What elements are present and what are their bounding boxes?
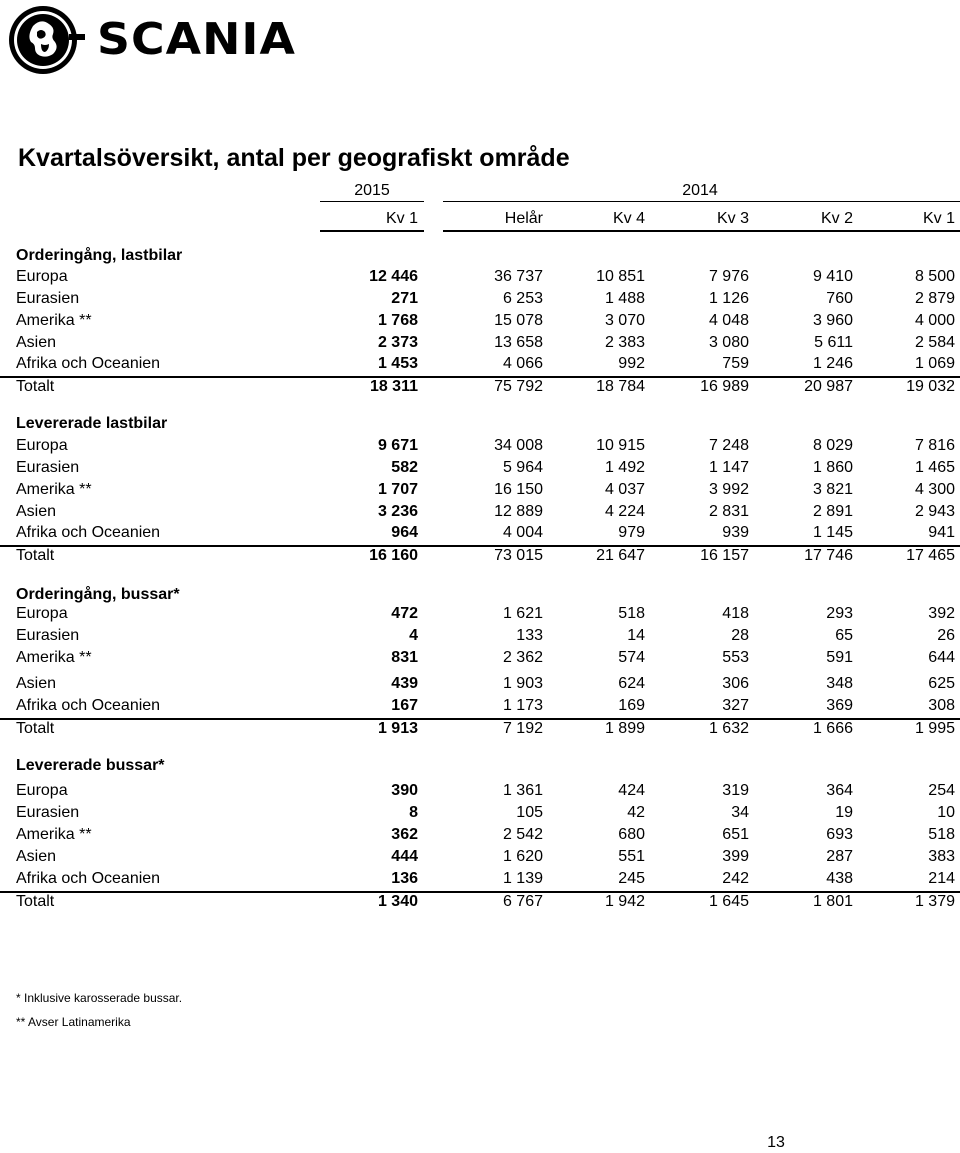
value-cell-2014: 759 bbox=[722, 355, 749, 372]
value-cell-2014: 939 bbox=[722, 524, 749, 541]
value-cell-2014: 9 410 bbox=[812, 268, 853, 285]
page-number: 13 bbox=[767, 1134, 785, 1151]
value-cell-2014: 169 bbox=[618, 697, 645, 714]
value-cell-2014: 553 bbox=[722, 649, 749, 666]
value-cell-2014: 992 bbox=[618, 355, 645, 372]
value-cell-2014: 254 bbox=[928, 782, 955, 799]
value-cell-2014: 7 976 bbox=[708, 268, 749, 285]
value-cell-2014: 1 246 bbox=[812, 355, 853, 372]
row-label: Totalt bbox=[16, 720, 55, 737]
value-cell-2014: 2 584 bbox=[914, 334, 955, 351]
total-row bbox=[0, 891, 960, 913]
value-cell-2014: 7 816 bbox=[914, 437, 955, 454]
scania-logo bbox=[3, 4, 313, 76]
value-cell-2014: 34 008 bbox=[494, 437, 543, 454]
value-cell-2015: 362 bbox=[391, 826, 418, 843]
row-label: Amerika ** bbox=[16, 481, 92, 498]
column-header: Kv 3 bbox=[716, 210, 749, 227]
value-cell-2014: 36 737 bbox=[494, 268, 543, 285]
value-cell-2014: 383 bbox=[928, 848, 955, 865]
header-divider bbox=[443, 230, 960, 232]
value-cell-2014: 392 bbox=[928, 605, 955, 622]
value-cell-2015: 271 bbox=[391, 290, 418, 307]
value-cell-2014: 693 bbox=[826, 826, 853, 843]
row-label: Eurasien bbox=[16, 290, 80, 307]
value-cell-2014: 2 383 bbox=[604, 334, 645, 351]
value-cell-2014: 287 bbox=[826, 848, 853, 865]
value-cell-2014: 14 bbox=[627, 627, 645, 644]
row-label: Europa bbox=[16, 782, 68, 799]
value-cell-2015: 1 340 bbox=[377, 893, 418, 910]
table-row bbox=[0, 311, 960, 331]
page-title: Kvartalsöversikt, antal per geografiskt område bbox=[18, 144, 570, 172]
value-cell-2014: 1 145 bbox=[812, 524, 853, 541]
value-cell-2015: 390 bbox=[391, 782, 418, 799]
total-row bbox=[0, 545, 960, 567]
value-cell-2014: 644 bbox=[928, 649, 955, 666]
row-label: Totalt bbox=[16, 547, 55, 564]
section-title: Levererade lastbilar bbox=[16, 415, 168, 432]
value-cell-2014: 2 542 bbox=[502, 826, 543, 843]
value-cell-2014: 19 bbox=[835, 804, 853, 821]
table-row bbox=[0, 674, 960, 694]
value-cell-2015: 16 160 bbox=[369, 547, 418, 564]
value-cell-2014: 17 465 bbox=[906, 547, 955, 564]
row-label: Asien bbox=[16, 675, 57, 692]
table-row bbox=[0, 354, 960, 374]
value-cell-2014: 624 bbox=[618, 675, 645, 692]
total-row bbox=[0, 376, 960, 398]
value-cell-2014: 18 784 bbox=[596, 378, 645, 395]
value-cell-2014: 1 621 bbox=[502, 605, 543, 622]
value-cell-2014: 7 192 bbox=[502, 720, 543, 737]
value-cell-2014: 306 bbox=[722, 675, 749, 692]
value-cell-2014: 979 bbox=[618, 524, 645, 541]
value-cell-2014: 16 989 bbox=[700, 378, 749, 395]
footnote: ** Avser Latinamerika bbox=[16, 1015, 131, 1029]
year-label-2015: 2015 bbox=[354, 182, 390, 199]
value-cell-2015: 4 bbox=[409, 627, 418, 644]
year-divider-2014 bbox=[443, 201, 960, 202]
year-divider-2015 bbox=[320, 201, 424, 202]
value-cell-2015: 2 373 bbox=[377, 334, 418, 351]
value-cell-2014: 1 492 bbox=[604, 459, 645, 476]
table-row bbox=[0, 480, 960, 500]
value-cell-2014: 28 bbox=[731, 627, 749, 644]
value-cell-2014: 4 066 bbox=[502, 355, 543, 372]
value-cell-2014: 105 bbox=[516, 804, 543, 821]
row-label: Amerika ** bbox=[16, 649, 92, 666]
value-cell-2014: 65 bbox=[835, 627, 853, 644]
row-label: Asien bbox=[16, 503, 57, 520]
value-cell-2015: 136 bbox=[391, 870, 418, 887]
column-header: Kv 1 bbox=[922, 210, 955, 227]
value-cell-2014: 245 bbox=[618, 870, 645, 887]
value-cell-2015: 1 768 bbox=[377, 312, 418, 329]
value-cell-2014: 4 048 bbox=[708, 312, 749, 329]
value-cell-2014: 34 bbox=[731, 804, 749, 821]
value-cell-2014: 418 bbox=[722, 605, 749, 622]
value-cell-2014: 75 792 bbox=[494, 378, 543, 395]
value-cell-2014: 7 248 bbox=[708, 437, 749, 454]
section-title: Levererade bussar* bbox=[16, 757, 165, 774]
value-cell-2015: 3 236 bbox=[377, 503, 418, 520]
row-label: Amerika ** bbox=[16, 312, 92, 329]
value-cell-2014: 15 078 bbox=[494, 312, 543, 329]
value-cell-2014: 10 851 bbox=[596, 268, 645, 285]
value-cell-2014: 4 000 bbox=[914, 312, 955, 329]
table-row bbox=[0, 781, 960, 801]
value-cell-2014: 10 915 bbox=[596, 437, 645, 454]
value-cell-2014: 369 bbox=[826, 697, 853, 714]
value-cell-2014: 8 500 bbox=[914, 268, 955, 285]
value-cell-2014: 21 647 bbox=[596, 547, 645, 564]
value-cell-2014: 1 361 bbox=[502, 782, 543, 799]
value-cell-2014: 293 bbox=[826, 605, 853, 622]
value-cell-2014: 73 015 bbox=[494, 547, 543, 564]
footnote: * Inklusive karosserade bussar. bbox=[16, 991, 183, 1005]
value-cell-2015: 444 bbox=[391, 848, 418, 865]
value-cell-2015: 8 bbox=[409, 804, 418, 821]
table-row bbox=[0, 825, 960, 845]
value-cell-2014: 17 746 bbox=[804, 547, 853, 564]
value-cell-2014: 8 029 bbox=[812, 437, 853, 454]
value-cell-2014: 1 173 bbox=[502, 697, 543, 714]
row-label: Amerika ** bbox=[16, 826, 92, 843]
value-cell-2014: 4 300 bbox=[914, 481, 955, 498]
value-cell-2015: 12 446 bbox=[369, 268, 418, 285]
table-row bbox=[0, 502, 960, 522]
value-cell-2015: 439 bbox=[391, 675, 418, 692]
value-cell-2014: 941 bbox=[928, 524, 955, 541]
value-cell-2015: 472 bbox=[391, 605, 418, 622]
value-cell-2014: 4 004 bbox=[502, 524, 543, 541]
value-cell-2014: 3 821 bbox=[812, 481, 853, 498]
row-label: Afrika och Oceanien bbox=[16, 870, 161, 887]
table-row bbox=[0, 803, 960, 823]
value-cell-2014: 13 658 bbox=[494, 334, 543, 351]
value-cell-2014: 5 611 bbox=[814, 334, 853, 351]
value-cell-2014: 12 889 bbox=[494, 503, 543, 520]
table-row bbox=[0, 436, 960, 456]
value-cell-2014: 3 960 bbox=[812, 312, 853, 329]
value-cell-2014: 518 bbox=[618, 605, 645, 622]
row-label: Eurasien bbox=[16, 804, 80, 821]
row-label: Eurasien bbox=[16, 627, 80, 644]
table-row bbox=[0, 458, 960, 478]
value-cell-2015: 167 bbox=[391, 697, 418, 714]
row-label: Afrika och Oceanien bbox=[16, 697, 161, 714]
value-cell-2014: 1 801 bbox=[812, 893, 853, 910]
row-label: Eurasien bbox=[16, 459, 80, 476]
value-cell-2014: 1 995 bbox=[914, 720, 955, 737]
value-cell-2014: 518 bbox=[928, 826, 955, 843]
value-cell-2014: 438 bbox=[826, 870, 853, 887]
value-cell-2014: 1 899 bbox=[604, 720, 645, 737]
value-cell-2014: 1 465 bbox=[914, 459, 955, 476]
column-header: Kv 1 bbox=[385, 210, 418, 227]
value-cell-2014: 1 666 bbox=[812, 720, 853, 737]
value-cell-2014: 1 379 bbox=[914, 893, 955, 910]
value-cell-2014: 26 bbox=[937, 627, 955, 644]
table-row bbox=[0, 696, 960, 716]
column-header: Kv 2 bbox=[820, 210, 853, 227]
row-label: Asien bbox=[16, 334, 57, 351]
value-cell-2014: 4 224 bbox=[604, 503, 645, 520]
value-cell-2014: 10 bbox=[937, 804, 955, 821]
value-cell-2015: 18 311 bbox=[369, 378, 418, 395]
value-cell-2014: 319 bbox=[722, 782, 749, 799]
value-cell-2015: 582 bbox=[391, 459, 418, 476]
table-row bbox=[0, 523, 960, 543]
value-cell-2014: 625 bbox=[928, 675, 955, 692]
value-cell-2014: 348 bbox=[826, 675, 853, 692]
value-cell-2014: 3 992 bbox=[708, 481, 749, 498]
value-cell-2015: 1 453 bbox=[377, 355, 418, 372]
row-label: Totalt bbox=[16, 378, 55, 395]
column-header: Kv 4 bbox=[612, 210, 645, 227]
value-cell-2014: 5 964 bbox=[502, 459, 543, 476]
value-cell-2014: 2 891 bbox=[812, 503, 853, 520]
value-cell-2014: 2 943 bbox=[914, 503, 955, 520]
value-cell-2015: 1 913 bbox=[377, 720, 418, 737]
section-title: Orderingång, lastbilar bbox=[16, 247, 183, 264]
value-cell-2014: 1 903 bbox=[502, 675, 543, 692]
value-cell-2014: 1 632 bbox=[708, 720, 749, 737]
griffin-emblem-icon bbox=[3, 4, 87, 76]
value-cell-2014: 2 831 bbox=[708, 503, 749, 520]
value-cell-2014: 133 bbox=[516, 627, 543, 644]
value-cell-2014: 1 147 bbox=[708, 459, 749, 476]
value-cell-2014: 574 bbox=[618, 649, 645, 666]
value-cell-2015: 9 671 bbox=[377, 437, 418, 454]
header-divider bbox=[320, 230, 424, 232]
value-cell-2014: 3 070 bbox=[604, 312, 645, 329]
row-label: Europa bbox=[16, 437, 68, 454]
value-cell-2014: 1 620 bbox=[502, 848, 543, 865]
value-cell-2015: 964 bbox=[391, 524, 418, 541]
row-label: Europa bbox=[16, 605, 68, 622]
section-title: Orderingång, bussar* bbox=[16, 586, 180, 603]
value-cell-2014: 1 488 bbox=[604, 290, 645, 307]
value-cell-2014: 214 bbox=[928, 870, 955, 887]
total-row bbox=[0, 718, 960, 740]
table-row bbox=[0, 333, 960, 353]
table-row bbox=[0, 267, 960, 287]
table-row bbox=[0, 604, 960, 624]
value-cell-2015: 831 bbox=[391, 649, 418, 666]
table-row bbox=[0, 847, 960, 867]
column-header-row bbox=[0, 209, 960, 229]
value-cell-2014: 2 879 bbox=[914, 290, 955, 307]
value-cell-2014: 1 645 bbox=[708, 893, 749, 910]
value-cell-2014: 424 bbox=[618, 782, 645, 799]
value-cell-2014: 1 126 bbox=[708, 290, 749, 307]
value-cell-2014: 6 253 bbox=[502, 290, 543, 307]
table-row bbox=[0, 626, 960, 646]
value-cell-2014: 1 942 bbox=[604, 893, 645, 910]
year-label-2014: 2014 bbox=[682, 182, 718, 199]
value-cell-2014: 308 bbox=[928, 697, 955, 714]
row-label: Totalt bbox=[16, 893, 55, 910]
table-row bbox=[0, 289, 960, 309]
row-label: Afrika och Oceanien bbox=[16, 355, 161, 372]
table-row bbox=[0, 869, 960, 889]
value-cell-2014: 1 139 bbox=[502, 870, 543, 887]
value-cell-2014: 6 767 bbox=[502, 893, 543, 910]
value-cell-2014: 42 bbox=[627, 804, 645, 821]
scania-wordmark: SCANIA bbox=[97, 14, 296, 65]
value-cell-2014: 1 069 bbox=[914, 355, 955, 372]
value-cell-2014: 327 bbox=[722, 697, 749, 714]
value-cell-2014: 16 150 bbox=[494, 481, 543, 498]
value-cell-2015: 1 707 bbox=[377, 481, 418, 498]
row-label: Asien bbox=[16, 848, 57, 865]
value-cell-2014: 3 080 bbox=[708, 334, 749, 351]
value-cell-2014: 19 032 bbox=[906, 378, 955, 395]
value-cell-2014: 591 bbox=[826, 649, 853, 666]
value-cell-2014: 4 037 bbox=[604, 481, 645, 498]
value-cell-2014: 551 bbox=[618, 848, 645, 865]
value-cell-2014: 680 bbox=[618, 826, 645, 843]
row-label: Europa bbox=[16, 268, 68, 285]
value-cell-2014: 399 bbox=[722, 848, 749, 865]
value-cell-2014: 242 bbox=[722, 870, 749, 887]
table-row bbox=[0, 648, 960, 668]
value-cell-2014: 2 362 bbox=[502, 649, 543, 666]
value-cell-2014: 651 bbox=[722, 826, 749, 843]
value-cell-2014: 364 bbox=[826, 782, 853, 799]
value-cell-2014: 16 157 bbox=[700, 547, 749, 564]
value-cell-2014: 1 860 bbox=[812, 459, 853, 476]
value-cell-2014: 20 987 bbox=[804, 378, 853, 395]
value-cell-2014: 760 bbox=[826, 290, 853, 307]
column-header: Helår bbox=[504, 210, 543, 227]
row-label: Afrika och Oceanien bbox=[16, 524, 161, 541]
